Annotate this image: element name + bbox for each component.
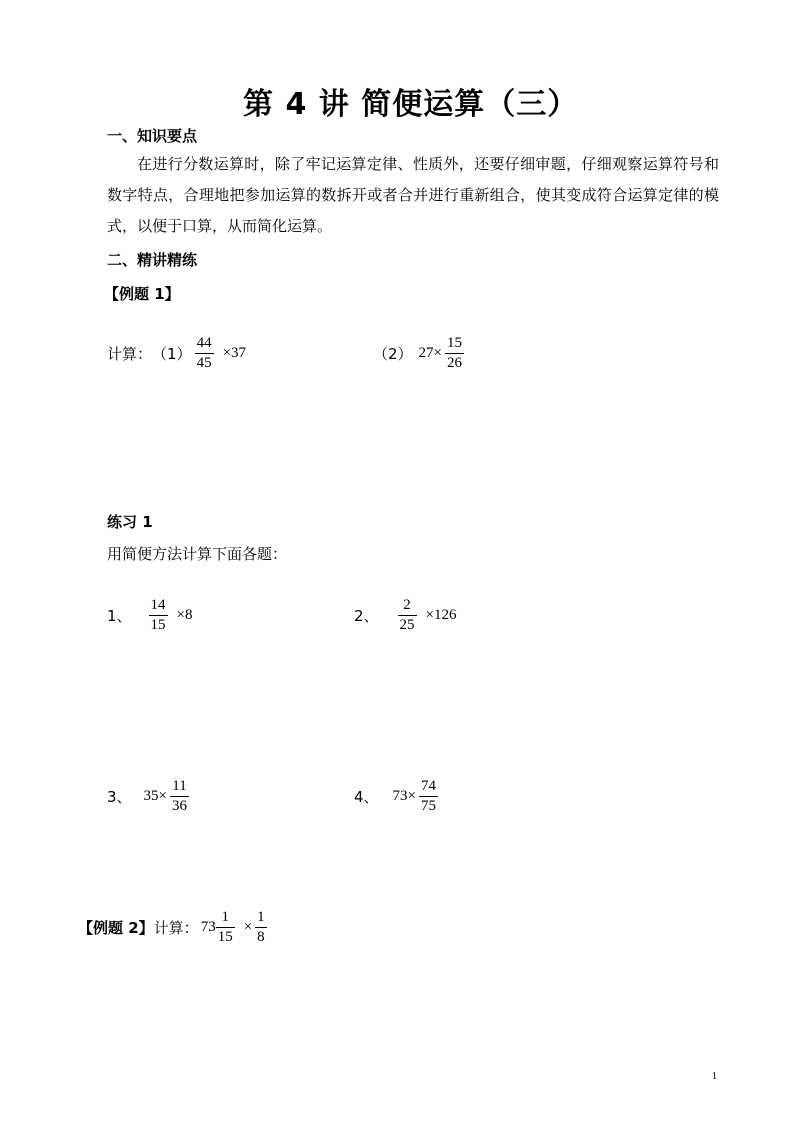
page-title: 第 4 讲 简便运算（三） [243, 87, 579, 122]
problem-index: （2） [373, 345, 413, 363]
multiply-sign: × [243, 919, 253, 935]
fraction-numerator: 15 [447, 335, 463, 351]
fraction-numerator: 14 [150, 597, 166, 613]
fraction-numerator: 1 [257, 909, 265, 925]
fraction-denominator: 15 [217, 929, 233, 945]
fraction-numerator: 44 [196, 335, 212, 351]
practice-question-3 [107, 777, 192, 816]
whole-number-multiplier: 35× [143, 788, 168, 804]
fraction [398, 596, 417, 635]
practice-question-2 [354, 596, 457, 635]
fraction-denominator: 75 [421, 798, 437, 814]
fraction-denominator: 26 [447, 355, 463, 371]
example-1-problem-2 [373, 334, 467, 373]
practice-1-label: 练习 1 [107, 513, 153, 531]
section-heading-key-points: 一、知识要点 [107, 127, 198, 145]
fraction-denominator: 15 [150, 617, 166, 633]
fraction-denominator: 36 [172, 798, 188, 814]
fraction-numerator: 74 [421, 778, 437, 794]
question-index: 1、 [107, 607, 132, 625]
problem-index: （1） [152, 345, 192, 363]
fraction [170, 777, 189, 816]
section-heading-practice: 二、精讲精练 [107, 251, 198, 269]
question-index: 3、 [107, 788, 132, 806]
key-points-paragraph: 在进行分数运算时，除了牢记运算定律、性质外，还要仔细审题，仔细观察运算符号和数字特点，合理地把参加运算的数拆开或者合并进行重新组合，使其变成符合运算定律的模式，以便于口算，从而简化运算。 [107, 155, 719, 235]
whole-number-multiplier: 27× [418, 345, 443, 361]
fraction [195, 334, 214, 373]
whole-number-multiplier: 73× [392, 788, 417, 804]
example-2-label: 【例题 2】 [78, 919, 154, 937]
fraction [255, 908, 267, 947]
fraction-denominator: 45 [196, 355, 212, 371]
practice-question-4 [354, 777, 441, 816]
fraction [419, 777, 438, 816]
operation: ×37 [222, 345, 247, 361]
question-index: 4、 [354, 788, 379, 806]
example-1-prompt: 计算： [107, 345, 153, 363]
fraction-numerator: 11 [172, 778, 187, 794]
operation: ×126 [425, 607, 457, 623]
practice-1-instruction: 用简便方法计算下面各题： [107, 545, 288, 563]
example-2-problem [78, 908, 270, 947]
fraction [149, 596, 168, 635]
fraction-denominator: 8 [257, 929, 265, 945]
example-2-prompt: 计算： [153, 919, 199, 937]
question-index: 2、 [354, 607, 379, 625]
example-1-label: 【例题 1】 [104, 285, 180, 303]
fraction [216, 908, 235, 947]
operation: ×8 [176, 607, 193, 623]
fraction-numerator: 1 [221, 909, 229, 925]
fraction [445, 334, 464, 373]
fraction-denominator: 25 [399, 617, 415, 633]
page-number: 1 [712, 1071, 717, 1082]
example-1-problem-1 [107, 334, 246, 373]
fraction-numerator: 2 [403, 597, 411, 613]
practice-question-1 [107, 596, 193, 635]
mixed-number-whole: 73 [200, 919, 216, 935]
